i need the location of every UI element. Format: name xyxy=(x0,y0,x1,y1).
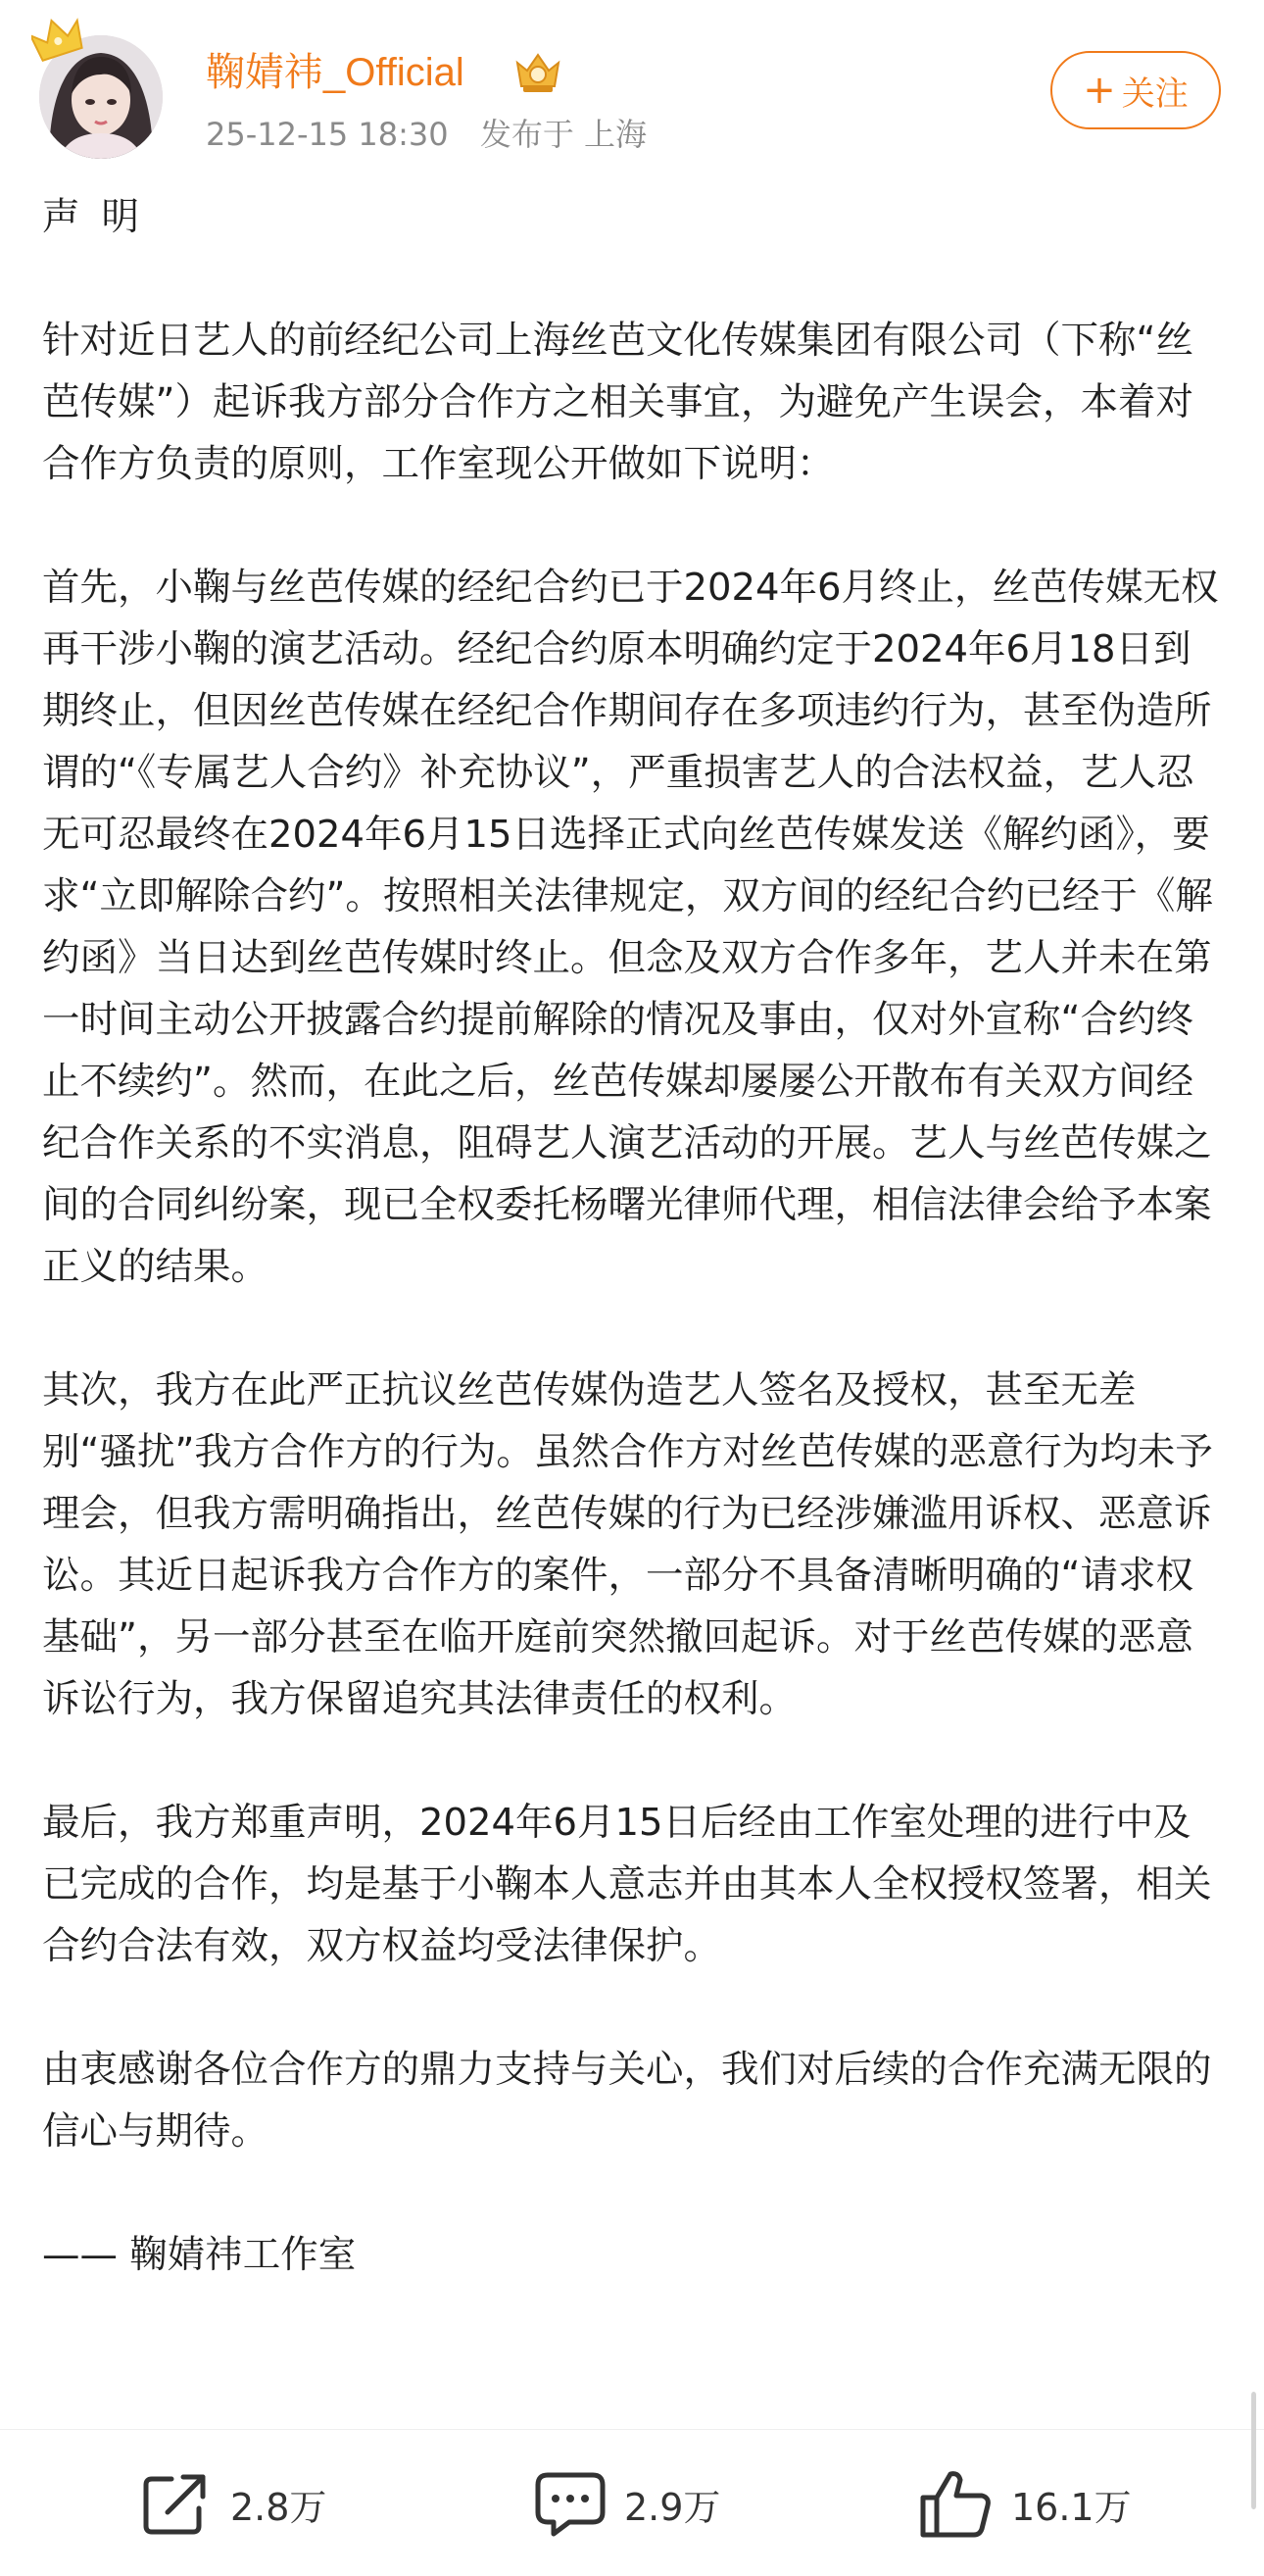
avatar-container[interactable] xyxy=(39,35,163,159)
paragraph-third: 最后，我方郑重声明，2024年6月15日后经由工作室处理的进行中及已完成的合作，均是基于小鞠本人意志并由其本人全权授权签署，相关合约合法有效，双方权益均受法律保护。 xyxy=(42,1801,1212,1968)
repost-count: 2.8万 xyxy=(230,2485,327,2529)
paragraph-second: 其次，我方在此严正抗议丝芭传媒伪造艺人签名及授权，甚至无差别“骚扰”我方合作方的行为。虽然合作方对丝芭传媒的恶意行为均未予理会，但我方需明确指出，丝芭传媒的行为已经涉嫌滥用诉权、恶意诉讼。其近日起诉我方合作方的案件，一部分不具备清晰明确的“请求权基础”，另一部分甚至在临开庭前突然撤回起诉。对于丝芭传媒的恶意诉讼行为，我方保留追究其法律责任的权利。 xyxy=(42,1368,1213,1721)
comment-icon xyxy=(534,2469,607,2538)
plus-icon: + xyxy=(1083,68,1116,113)
comment-count: 2.9万 xyxy=(624,2485,721,2529)
like-icon xyxy=(919,2468,994,2539)
post-location: 发布于 上海 xyxy=(479,116,647,153)
paragraph-first: 首先，小鞠与丝芭传媒的经纪合约已于2024年6月终止，丝芭传媒无权再干涉小鞠的演艺活动。经纪合约原本明确约定于2024年6月18日到期终止，但因丝芭传媒在经纪合作期间存在多项违约行为，甚至伪造所谓的“《专属艺人合约》补充协议”，严重损害艺人的合法权益，艺人忍无可忍最终在2024年6月15日选择正式向丝芭传媒发送《解约函》，要求“立即解除合约”。按照相关法律规定，双方间的经纪合约已经于《解约函》当日达到丝芭传媒时终止。但念及双方合作多年，艺人并未在第一时间主动公开披露合约提前解除的情况及事由，仅对外宣称“合约终止不续约”。然而，在此之后，丝芭传媒却屡屡公开散布有关双方间经纪合作关系的不实消息，阻碍艺人演艺活动的开展。艺人与丝芭传媒之间的合同纠纷案，现已全权委托杨曙光律师代理，相信法律会给予本案正义的结果。 xyxy=(42,566,1219,1289)
post-meta xyxy=(206,110,647,159)
crown-icon xyxy=(31,16,84,65)
repost-icon xyxy=(142,2471,213,2536)
statement-title: 声明 xyxy=(42,195,162,239)
action-bar xyxy=(0,2429,1264,2576)
repost-button[interactable] xyxy=(142,2469,326,2538)
post-body xyxy=(42,186,1228,2348)
paragraph-intro: 针对近日艺人的前经纪公司上海丝芭文化传媒集团有限公司（下称“丝芭传媒”）起诉我方部分合作方之相关事宜，为避免产生误会，本着对合作方负责的原则，工作室现公开做如下说明： xyxy=(42,319,1193,486)
vip-badge-icon xyxy=(510,49,566,96)
post-timestamp: 25-12-15 18:30 xyxy=(206,116,449,153)
comment-button[interactable] xyxy=(534,2469,720,2538)
like-button[interactable] xyxy=(919,2469,1132,2538)
post-header xyxy=(0,0,1264,181)
follow-label: 关注 xyxy=(1121,74,1189,114)
scrollbar[interactable] xyxy=(1250,0,1258,2575)
signature: —— 鞠婧祎工作室 xyxy=(42,2233,357,2277)
author-name[interactable]: 鞠婧祎_Official xyxy=(206,51,464,94)
like-count: 16.1万 xyxy=(1011,2485,1132,2529)
paragraph-thanks: 由衷感谢各位合作方的鼎力支持与关心，我们对后续的合作充满无限的信心与期待。 xyxy=(42,2048,1212,2154)
follow-button[interactable] xyxy=(1050,51,1221,129)
